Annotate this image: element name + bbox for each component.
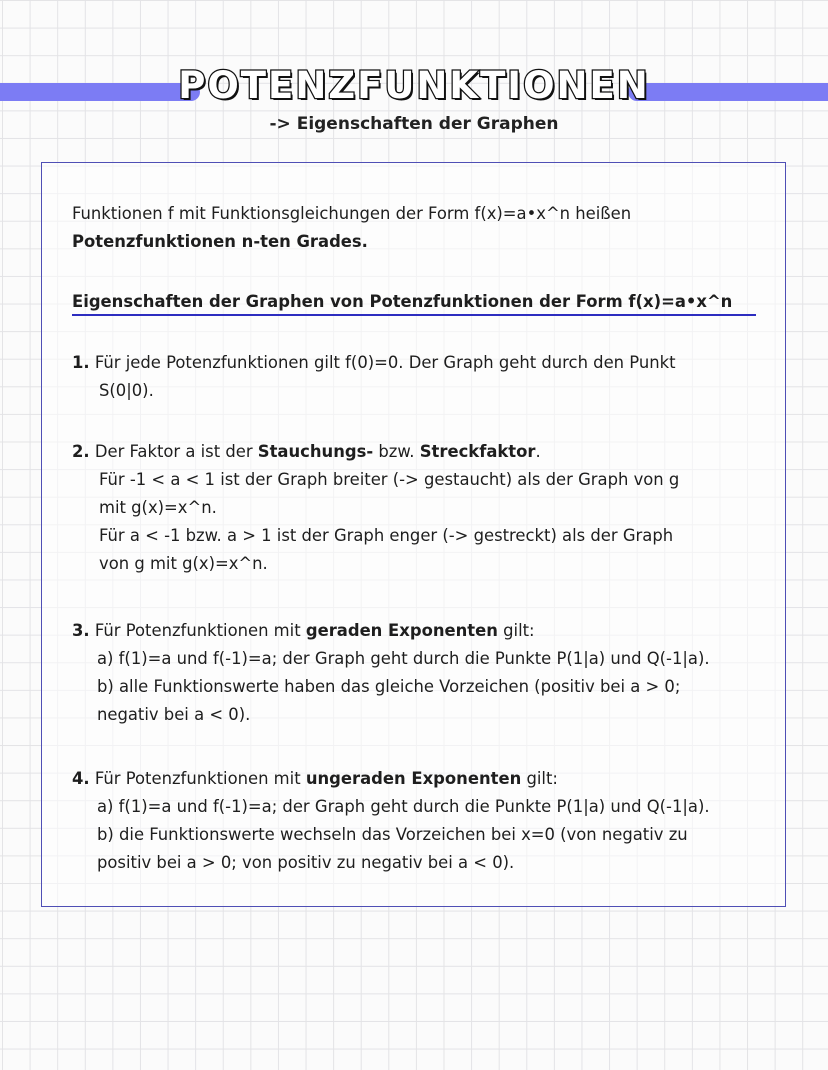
item-text: b) die Funktionswerte wechseln das Vorzeichen bei x=0 (von negativ zu bbox=[97, 825, 688, 844]
item-text: a) f(1)=a und f(-1)=a; der Graph geht durch die Punkte P(1|a) und Q(-1|a). bbox=[97, 649, 710, 668]
item-text: Für Potenzfunktionen mit bbox=[94, 621, 306, 640]
intro-line-2: Potenzfunktionen n-ten Grades. bbox=[72, 232, 368, 251]
item-number: 1. bbox=[72, 353, 90, 372]
item-text: a) f(1)=a und f(-1)=a; der Graph geht durch die Punkte P(1|a) und Q(-1|a). bbox=[97, 797, 710, 816]
item-bold-term: Stauchungs- bbox=[257, 442, 374, 461]
item-bold-term: geraden Exponenten bbox=[305, 621, 498, 640]
item-text: von g mit g(x)=x^n. bbox=[99, 554, 268, 573]
list-item bbox=[72, 349, 792, 405]
item-text: b) alle Funktionswerte haben das gleiche Vorzeichen (positiv bei a > 0; bbox=[97, 677, 681, 696]
intro-line-1: Funktionen f mit Funktionsgleichungen der Form f(x)=a•x^n heißen bbox=[72, 204, 632, 223]
list-item bbox=[72, 617, 792, 729]
item-bold-term: Streckfaktor bbox=[419, 442, 536, 461]
section-heading: Eigenschaften der Graphen von Potenzfunktionen der Form f(x)=a•x^n bbox=[72, 288, 756, 316]
item-text: Für -1 < a < 1 ist der Graph breiter (-> gestaucht) als der Graph von g bbox=[99, 470, 680, 489]
item-number: 2. bbox=[72, 442, 90, 461]
item-text: mit g(x)=x^n. bbox=[99, 498, 217, 517]
list-item bbox=[72, 765, 792, 877]
item-text: gilt: bbox=[497, 621, 535, 640]
item-text: bzw. bbox=[373, 442, 420, 461]
item-text: positiv bei a > 0; von positiv zu negativ bei a < 0). bbox=[97, 853, 515, 872]
item-text: S(0|0). bbox=[99, 381, 154, 400]
item-number: 4. bbox=[72, 769, 90, 788]
item-bold-term: ungeraden Exponenten bbox=[305, 769, 522, 788]
page-title: POTENZFUNKTIONEN bbox=[178, 64, 650, 107]
item-number: 3. bbox=[72, 621, 90, 640]
intro-paragraph bbox=[72, 200, 772, 256]
item-text: Der Faktor a ist der bbox=[94, 442, 258, 461]
item-text: Für Potenzfunktionen mit bbox=[94, 769, 306, 788]
item-text: negativ bei a < 0). bbox=[97, 705, 251, 724]
item-text: Für jede Potenzfunktionen gilt f(0)=0. Der Graph geht durch den Punkt bbox=[94, 353, 676, 372]
item-text: . bbox=[535, 442, 541, 461]
item-text: gilt: bbox=[521, 769, 558, 788]
page-subtitle: -> Eigenschaften der Graphen bbox=[269, 114, 559, 134]
list-item bbox=[72, 438, 792, 578]
item-text: Für a < -1 bzw. a > 1 ist der Graph enger (-> gestreckt) als der Graph bbox=[99, 526, 674, 545]
